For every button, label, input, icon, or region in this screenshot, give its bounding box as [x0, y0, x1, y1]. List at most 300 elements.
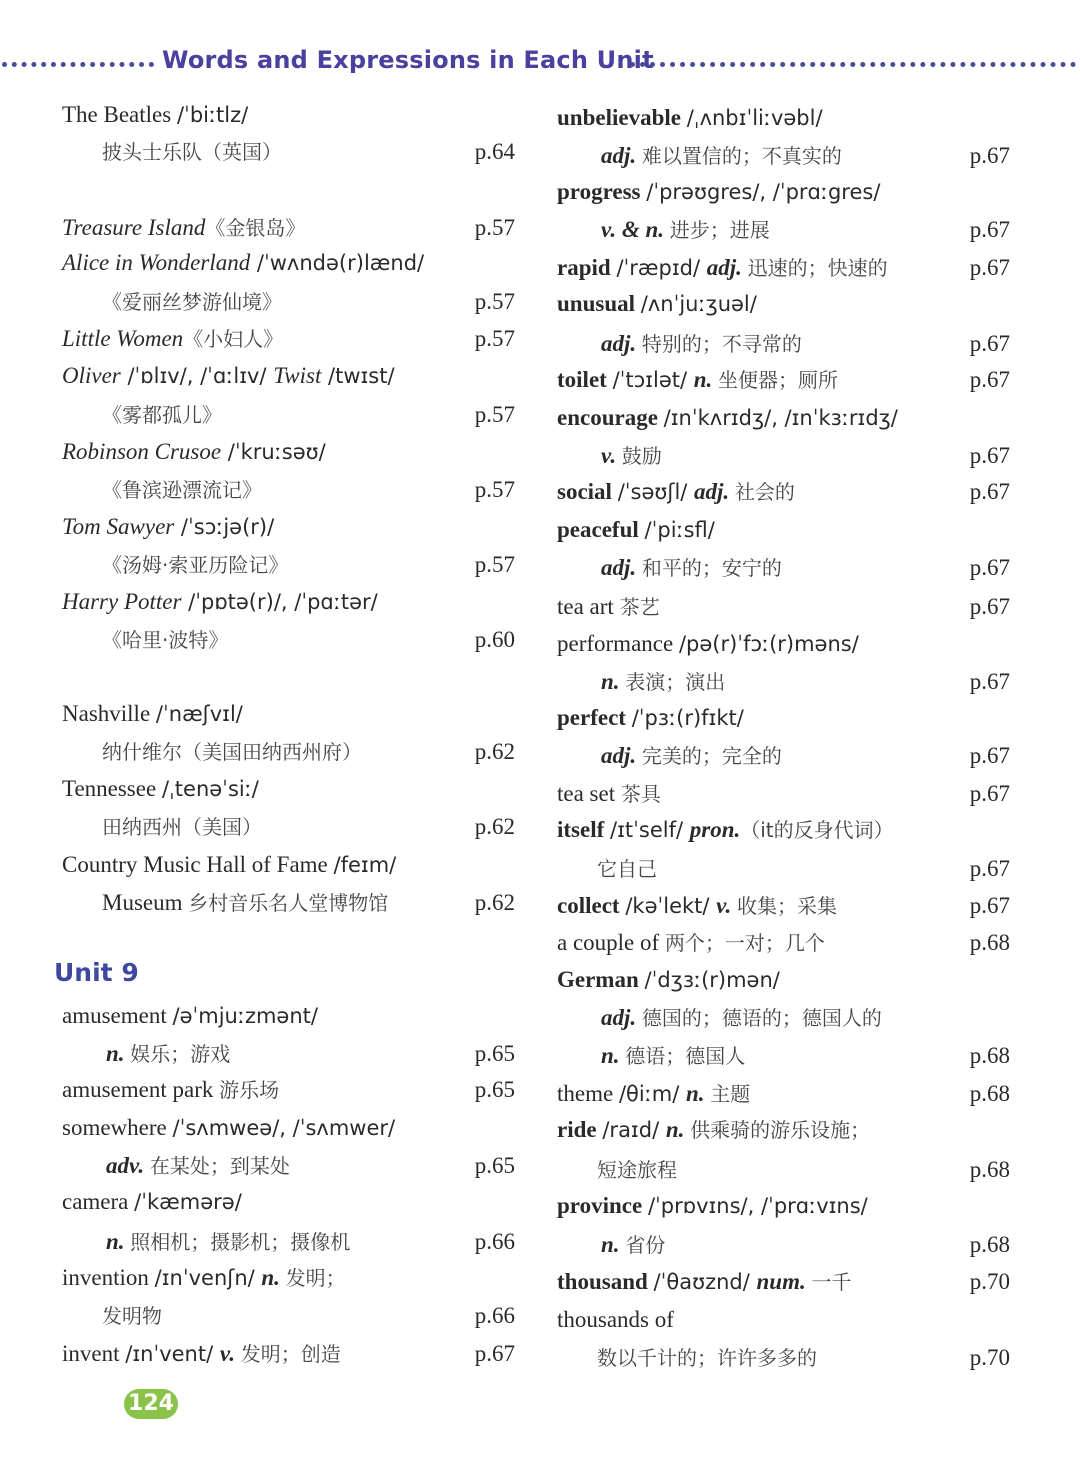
vocab-entry-continuation: [50, 134, 525, 170]
page-reference: p.65: [474, 1041, 515, 1066]
part-of-speech: n.: [693, 367, 719, 392]
page-reference: p.65: [474, 1077, 515, 1102]
vocab-entry: [545, 1302, 1020, 1338]
phonetic: /ˌtenəˈsiː/: [161, 777, 259, 801]
entry-text: [102, 397, 222, 433]
vocab-entry: [545, 1264, 1020, 1300]
entry-text: [102, 284, 282, 320]
vocab-entry-continuation: [545, 438, 1020, 474]
entry-text: [102, 734, 362, 770]
vocab-entry-continuation: [50, 1224, 525, 1260]
entry-text: [62, 97, 248, 133]
headword: tea set: [557, 781, 621, 806]
chinese-gloss: 茶具: [620, 782, 661, 806]
headword: progress: [557, 179, 647, 204]
page-reference: p.67: [969, 255, 1010, 280]
entry-text: [601, 212, 770, 248]
vocab-entry: [545, 286, 1020, 322]
vocab-entry: [545, 474, 1020, 510]
headword: The Beatles: [62, 102, 177, 127]
chinese-gloss: 茶艺: [619, 595, 660, 619]
part-of-speech: v. & n.: [601, 217, 670, 242]
headword: peaceful: [557, 517, 645, 542]
vocab-entry: [50, 1184, 525, 1220]
headword: invention: [62, 1265, 155, 1290]
title-italic: Robinson Crusoe: [62, 439, 222, 464]
vocab-entry: [50, 696, 525, 732]
entry-text: [601, 1038, 745, 1074]
chinese-gloss: 乡村音乐名人堂博物馆: [188, 891, 389, 915]
vocab-entry: [50, 358, 525, 394]
chinese-gloss: 发明；: [285, 1266, 346, 1290]
chinese-gloss: 特别的；不寻常的: [641, 332, 802, 356]
phonetic: /ˈbiːtlz/: [176, 103, 249, 127]
phonetic: /ɪnˈvent/: [125, 1342, 220, 1366]
entry-text: [102, 1298, 162, 1334]
headword: German: [557, 967, 645, 992]
part-of-speech: pron.: [689, 817, 741, 842]
phonetic: /ˈkruːsəʊ/: [221, 440, 326, 464]
headword: Museum: [102, 890, 189, 915]
phonetic: /ˈsʌmweə/, /ˈsʌmwer/: [172, 1116, 396, 1140]
vocab-entry-continuation: [545, 738, 1020, 774]
chinese-gloss: 《哈里·波特》: [102, 628, 229, 652]
entry-text: [557, 962, 780, 998]
entry-text: [601, 664, 725, 700]
phonetic: /ˈnæʃvɪl/: [155, 702, 243, 726]
vocab-entry: [50, 584, 525, 620]
page-reference: p.67: [969, 669, 1010, 694]
vocab-entry-continuation: [545, 1000, 1020, 1036]
page-reference: p.67: [969, 143, 1010, 168]
vocab-entry: [545, 925, 1020, 961]
vocab-entry-continuation: [50, 472, 525, 508]
part-of-speech: adj.: [601, 555, 642, 580]
entry-text: [557, 474, 795, 510]
entry-text: [62, 998, 318, 1034]
phonetic: /ˈprəʊgres/, /ˈprɑːgres/: [646, 180, 881, 204]
page-reference: p.67: [474, 1341, 515, 1366]
chinese-gloss: 和平的；安宁的: [641, 556, 782, 580]
vocab-entry-continuation: [545, 550, 1020, 586]
title-italic: Harry Potter: [62, 589, 182, 614]
entry-text: [106, 1148, 290, 1184]
chinese-gloss: 省份: [625, 1233, 666, 1257]
headword: perfect: [557, 705, 632, 730]
page-reference: p.62: [474, 739, 515, 764]
part-of-speech: adj.: [601, 1005, 642, 1030]
part-of-speech: num.: [756, 1269, 812, 1294]
unit-heading: Unit 9: [54, 958, 139, 987]
page-number-badge: 124: [124, 1389, 178, 1419]
vocab-entry: [545, 962, 1020, 998]
part-of-speech: v.: [716, 893, 738, 918]
page-reference: p.57: [474, 402, 515, 427]
vocab-entry: [545, 250, 1020, 286]
page-reference: p.67: [969, 217, 1010, 242]
page-reference: p.67: [969, 743, 1010, 768]
entry-text: [102, 547, 288, 583]
entry-text: [557, 888, 837, 924]
entry-text: [557, 362, 838, 398]
entry-text: [62, 1260, 346, 1296]
phonetic: /ˌʌnbɪˈliːvəbl/: [686, 106, 823, 130]
vocab-entry: [50, 998, 525, 1034]
vocab-entry-continuation: [50, 622, 525, 658]
entry-text: [557, 812, 894, 848]
entry-text: [62, 847, 396, 883]
header-title: Words and Expressions in Each Unit: [162, 46, 654, 74]
title-italic: Little Women: [62, 326, 184, 351]
chinese-gloss: 两个；一对；几个: [664, 931, 825, 955]
phonetic: /ˈpɜː(r)fɪkt/: [631, 706, 744, 730]
headword: ride: [557, 1117, 603, 1142]
entry-text: [557, 512, 715, 548]
entry-text: [557, 589, 660, 625]
entry-text: [557, 286, 757, 322]
page-reference: p.70: [969, 1345, 1010, 1370]
phonetic: /ˈsəʊʃl/: [617, 480, 695, 504]
page-reference: p.67: [969, 331, 1010, 356]
chinese-gloss: 鼓励: [621, 444, 662, 468]
phonetic: /ˈpiːsfl/: [644, 518, 715, 542]
chinese-gloss: 在某处；到某处: [149, 1154, 290, 1178]
headword: encourage: [557, 405, 664, 430]
part-of-speech: n.: [665, 1117, 691, 1142]
chinese-gloss: 一千: [811, 1270, 852, 1294]
chinese-gloss: 进步；进展: [669, 218, 770, 242]
title-italic: Tom Sawyer: [62, 514, 175, 539]
entry-text: [62, 584, 378, 620]
phonetic: /ˈwʌndə(r)lænd/: [250, 251, 425, 275]
phonetic: /θiːm/: [618, 1082, 686, 1106]
entry-text: [557, 250, 888, 286]
vocab-entry-continuation: [545, 1340, 1020, 1376]
header-dotted-rule-right: [630, 62, 1076, 67]
header-dotted-rule-left: [2, 62, 154, 67]
phonetic: /ˈsɔːjə(r)/: [174, 515, 275, 539]
vocab-entry-continuation: [545, 1152, 1020, 1188]
chinese-gloss: 发明物: [102, 1304, 162, 1328]
headword: social: [557, 479, 618, 504]
entry-text: [106, 1224, 350, 1260]
chinese-gloss: 它自己: [597, 857, 657, 881]
chinese-gloss: 纳什维尔（美国田纳西州府）: [102, 740, 362, 764]
entry-text: [557, 925, 825, 961]
chinese-gloss: 德国的；德语的；德国人的: [641, 1006, 882, 1030]
chinese-gloss: 《金银岛》: [205, 216, 306, 240]
vocab-entry: [50, 847, 525, 883]
entry-text: [62, 1072, 279, 1108]
phonetic: /ɪtˈself/: [610, 818, 690, 842]
entry-text: [102, 472, 262, 508]
part-of-speech: n.: [106, 1041, 131, 1066]
headword: amusement: [62, 1003, 173, 1028]
entry-text: [601, 1000, 882, 1036]
entry-text: [62, 509, 274, 545]
entry-text: [62, 358, 395, 394]
entry-text: [62, 1336, 341, 1372]
page-reference: p.66: [474, 1229, 515, 1254]
vocab-entry: [545, 512, 1020, 548]
headword: itself: [557, 817, 611, 842]
part-of-speech: adj.: [601, 331, 642, 356]
vocab-entry: [545, 888, 1020, 924]
entry-text: [557, 1302, 674, 1338]
title-italic: Alice in Wonderland: [62, 250, 251, 275]
entry-text: [62, 321, 283, 357]
page-reference: p.68: [969, 1232, 1010, 1257]
vocab-entry: [50, 210, 525, 246]
title-italic: Treasure Island: [62, 215, 206, 240]
chinese-gloss: 《汤姆·索亚历险记》: [102, 553, 289, 577]
headword: collect: [557, 893, 626, 918]
vocab-entry-continuation: [545, 326, 1020, 362]
part-of-speech: adj.: [706, 255, 748, 280]
part-of-speech: n.: [601, 1043, 626, 1068]
part-of-speech: v.: [219, 1341, 241, 1366]
chinese-gloss: 披头士乐队（英国）: [102, 140, 282, 164]
vocab-entry-continuation: [545, 212, 1020, 248]
phonetic: /pə(r)ˈfɔː(r)məns/: [678, 632, 859, 656]
headword: theme: [557, 1081, 619, 1106]
page-header: [0, 46, 1080, 80]
entry-text: [601, 1227, 665, 1263]
page-reference: p.65: [474, 1153, 515, 1178]
part-of-speech: n.: [261, 1265, 286, 1290]
chinese-gloss: 《爱丽丝梦游仙境》: [102, 290, 282, 314]
page-reference: p.67: [969, 479, 1010, 504]
vocab-entry-continuation: [50, 734, 525, 770]
vocab-entry-continuation: [50, 809, 525, 845]
page-reference: p.68: [969, 1157, 1010, 1182]
part-of-speech: n.: [106, 1229, 131, 1254]
vocab-entry: [545, 626, 1020, 662]
vocab-entry-continuation: [545, 138, 1020, 174]
page-reference: p.67: [969, 594, 1010, 619]
phonetic: /ˈpɒtə(r)/, /ˈpɑːtər/: [181, 590, 378, 614]
part-of-speech: n.: [686, 1081, 711, 1106]
chinese-gloss: 发明；创造: [240, 1342, 341, 1366]
phonetic: /ɪnˈkʌrɪdʒ/, /ɪnˈkɜːrɪdʒ/: [663, 406, 898, 430]
entry-text: [102, 622, 228, 658]
headword: rapid: [557, 255, 617, 280]
part-of-speech: n.: [601, 1232, 626, 1257]
entry-text: [597, 851, 657, 887]
entry-text: [601, 738, 782, 774]
page-reference: p.68: [969, 930, 1010, 955]
vocab-entry: [50, 321, 525, 357]
vocab-entry: [545, 174, 1020, 210]
entry-text: [62, 771, 259, 807]
vocab-entry: [50, 434, 525, 470]
page-reference: p.62: [474, 890, 515, 915]
entry-text: [62, 245, 424, 281]
vocab-entry-continuation: [545, 664, 1020, 700]
page-reference: p.64: [474, 139, 515, 164]
chinese-gloss: 表演；演出: [625, 670, 726, 694]
vocab-entry: [50, 771, 525, 807]
chinese-gloss: 坐便器；厕所: [718, 368, 839, 392]
entry-text: [62, 434, 326, 470]
headword: performance: [557, 631, 679, 656]
vocab-entry: [545, 589, 1020, 625]
vocab-entry: [545, 1188, 1020, 1224]
phonetic: /ˈɒlɪv/, /ˈɑːlɪv/: [120, 364, 274, 388]
vocab-entry-continuation: [545, 1038, 1020, 1074]
entry-text: [102, 885, 388, 921]
part-of-speech: adj.: [601, 743, 642, 768]
page-reference: p.68: [969, 1043, 1010, 1068]
vocab-entry-continuation: [545, 851, 1020, 887]
entry-text: [557, 626, 859, 662]
page-reference: p.57: [474, 326, 515, 351]
entry-text: [62, 1110, 395, 1146]
entry-text: [597, 1340, 817, 1376]
entry-text: [102, 809, 262, 845]
phonetic: /ʌnˈjuːʒuəl/: [640, 292, 757, 316]
page-reference: p.57: [474, 552, 515, 577]
entry-text: [557, 1112, 870, 1148]
headword: Nashville: [62, 701, 156, 726]
headword: thousands of: [557, 1307, 674, 1332]
chinese-gloss: 游乐场: [219, 1078, 280, 1102]
entry-text: [557, 1076, 750, 1112]
vocab-entry: [545, 776, 1020, 812]
entry-text: [601, 438, 662, 474]
entry-text: [597, 1152, 677, 1188]
entry-text: [106, 1036, 230, 1072]
headword: a couple of: [557, 930, 665, 955]
chinese-gloss: 《雾都孤儿》: [102, 403, 222, 427]
entry-text: [102, 134, 282, 170]
phonetic: /əˈmjuːzmənt/: [172, 1004, 318, 1028]
vocab-entry: [545, 1076, 1020, 1112]
vocab-entry: [545, 100, 1020, 136]
part-of-speech: adj.: [694, 479, 735, 504]
phonetic: /ˈθaʊznd/: [653, 1270, 757, 1294]
title-italic: Oliver: [62, 363, 121, 388]
entry-text: [557, 1188, 868, 1224]
headword: Country Music Hall of Fame: [62, 852, 334, 877]
chinese-gloss: 娱乐；游戏: [130, 1042, 231, 1066]
chinese-gloss: 完美的；完全的: [641, 744, 782, 768]
entry-text: [62, 1184, 242, 1220]
page-reference: p.70: [969, 1269, 1010, 1294]
entry-text: [557, 400, 898, 436]
page-reference: p.66: [474, 1303, 515, 1328]
chinese-gloss: 难以置信的；不真实的: [641, 144, 842, 168]
vocab-entry-continuation: [50, 1298, 525, 1334]
vocab-entry-continuation: [50, 885, 525, 921]
page-reference: p.67: [969, 856, 1010, 881]
page-reference: p.57: [474, 477, 515, 502]
chinese-gloss: 短途旅程: [597, 1158, 677, 1182]
page-reference: p.67: [969, 781, 1010, 806]
vocab-entry: [50, 245, 525, 281]
part-of-speech: adj.: [601, 143, 642, 168]
headword: invent: [62, 1341, 126, 1366]
phonetic: /raɪd/: [602, 1118, 666, 1142]
chinese-gloss: 数以千计的；许许多多的: [597, 1346, 817, 1370]
chinese-gloss: 迅速的；快速的: [747, 256, 888, 280]
headword: thousand: [557, 1269, 654, 1294]
page-reference: p.67: [969, 893, 1010, 918]
phonetic: /ɪnˈvenʃn/: [154, 1266, 262, 1290]
page-reference: p.57: [474, 289, 515, 314]
headword: toilet: [557, 367, 613, 392]
phonetic: /ˈtɔɪlət/: [612, 368, 694, 392]
phonetic: /twɪst/: [321, 364, 395, 388]
vocab-entry: [545, 1112, 1020, 1148]
chinese-gloss: 供乘骑的游乐设施；: [690, 1118, 871, 1142]
phonetic: /kəˈlekt/: [625, 894, 717, 918]
page-reference: p.60: [474, 627, 515, 652]
part-of-speech: adv.: [106, 1153, 150, 1178]
chinese-gloss: 收集；采集: [737, 894, 838, 918]
vocab-entry-continuation: [50, 284, 525, 320]
entry-text: [557, 1264, 851, 1300]
headword: somewhere: [62, 1115, 173, 1140]
page-reference: p.57: [474, 215, 515, 240]
entry-text: [557, 776, 661, 812]
vocab-entry-continuation: [50, 547, 525, 583]
phonetic: /ˈdʒɜː(r)mən/: [644, 968, 780, 992]
title-italic: Twist: [273, 363, 322, 388]
vocab-entry-continuation: [545, 1227, 1020, 1263]
chinese-gloss: 社会的: [734, 480, 795, 504]
headword: camera: [62, 1189, 135, 1214]
vocab-entry-continuation: [50, 397, 525, 433]
vocab-entry: [50, 97, 525, 133]
page-reference: p.67: [969, 555, 1010, 580]
part-of-speech: n.: [601, 669, 626, 694]
headword: tea art: [557, 594, 620, 619]
chinese-gloss: 《小妇人》: [183, 327, 284, 351]
entry-text: [62, 210, 305, 246]
headword: unusual: [557, 291, 641, 316]
entry-text: [601, 550, 782, 586]
entry-text: [62, 696, 243, 732]
vocab-entry: [545, 400, 1020, 436]
phonetic: /ˈkæmərə/: [134, 1190, 242, 1214]
chinese-gloss: 田纳西州（美国）: [102, 815, 262, 839]
chinese-gloss: 主题: [710, 1082, 751, 1106]
chinese-gloss: 照相机；摄影机；摄像机: [130, 1230, 351, 1254]
phonetic: /ˈprɒvɪns/, /ˈprɑːvɪns/: [647, 1194, 868, 1218]
entry-text: [557, 700, 744, 736]
page-reference: p.67: [969, 367, 1010, 392]
chinese-gloss: （it的反身代词）: [740, 818, 894, 842]
phonetic: /ˈræpɪd/: [616, 256, 707, 280]
vocab-entry-continuation: [50, 1148, 525, 1184]
entry-text: [601, 326, 802, 362]
vocab-entry-continuation: [50, 1036, 525, 1072]
chinese-gloss: 《鲁滨逊漂流记》: [102, 478, 262, 502]
vocab-entry: [50, 1110, 525, 1146]
headword: unbelievable: [557, 105, 687, 130]
phonetic: /feɪm/: [333, 853, 397, 877]
entry-text: [601, 138, 842, 174]
part-of-speech: v.: [601, 443, 622, 468]
vocab-entry: [545, 700, 1020, 736]
vocab-entry: [50, 509, 525, 545]
page-reference: p.68: [969, 1081, 1010, 1106]
page-reference: p.67: [969, 443, 1010, 468]
entry-text: [557, 174, 880, 210]
headword: amusement park: [62, 1077, 220, 1102]
headword: province: [557, 1193, 648, 1218]
